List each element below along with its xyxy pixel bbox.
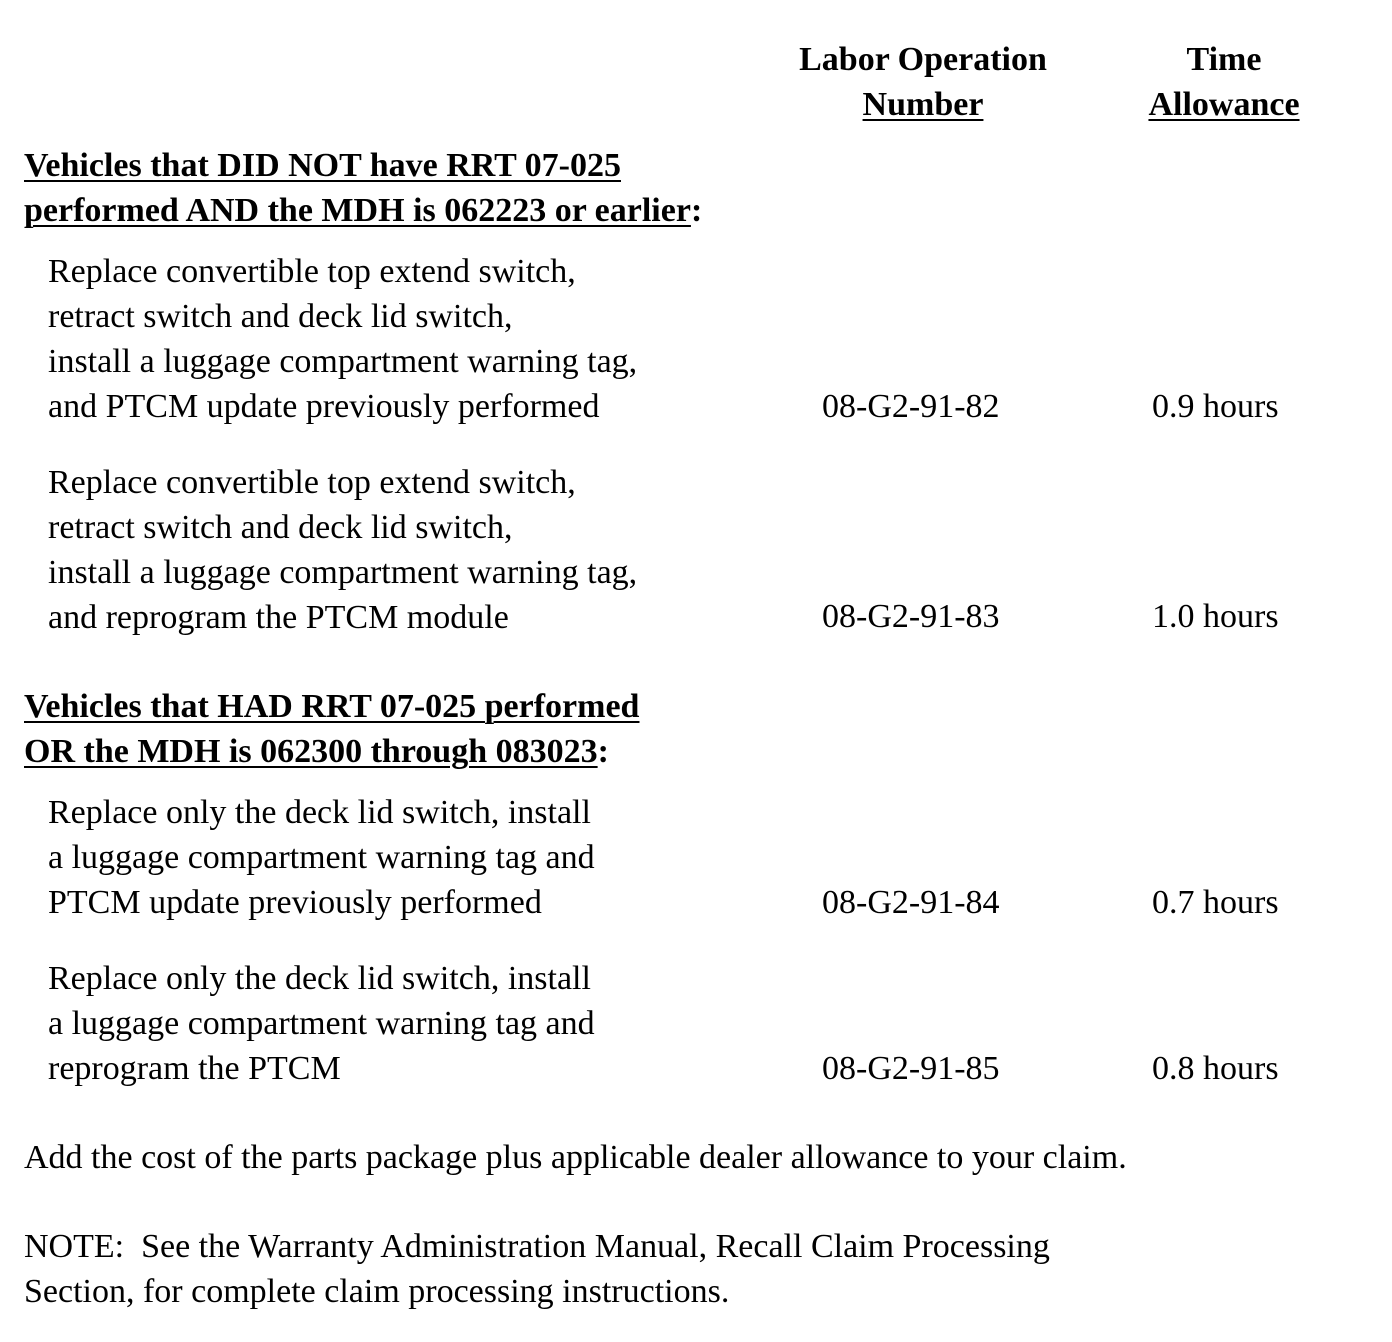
labor-operation-number: 08-G2-91-85: [822, 1050, 1000, 1087]
labor-operation-number: 08-G2-91-83: [822, 598, 1000, 635]
labor-item-description: [48, 790, 595, 925]
description-line: and PTCM update previously performed: [48, 388, 600, 425]
time-allowance: 0.9 hours: [1152, 388, 1279, 425]
column-header-time-allowance: [1124, 37, 1324, 127]
heading-line: OR the MDH is 062300 through 083023: [24, 733, 598, 770]
section-heading: [24, 684, 639, 774]
note-paragraph: [24, 1224, 1050, 1314]
description-line: install a luggage compartment warning tag,: [48, 343, 638, 380]
time-allowance: 0.8 hours: [1152, 1050, 1279, 1087]
description-line: a luggage compartment warning tag and: [48, 1005, 595, 1042]
labor-item-description: [48, 460, 637, 640]
description-line: and reprogram the PTCM module: [48, 599, 509, 636]
colon: :: [597, 733, 609, 770]
labor-operation-number: 08-G2-91-82: [822, 388, 1000, 425]
labor-item-description: [48, 956, 595, 1091]
description-line: Replace convertible top extend switch,: [48, 253, 576, 290]
header-line: Number: [862, 86, 984, 123]
heading-line: Vehicles that HAD RRT 07-025 performed: [24, 688, 640, 725]
description-line: PTCM update previously performed: [48, 884, 542, 921]
header-line: Labor Operation: [799, 41, 1047, 78]
description-line: a luggage compartment warning tag and: [48, 839, 595, 876]
colon: :: [690, 192, 703, 229]
labor-item-description: [48, 249, 637, 429]
column-header-labor-operation: [760, 37, 1086, 127]
time-allowance: 1.0 hours: [1152, 598, 1279, 635]
note-label: NOTE:: [24, 1228, 125, 1265]
header-line: Time: [1186, 41, 1262, 78]
description-line: Replace convertible top extend switch,: [48, 464, 576, 501]
section-heading: [24, 143, 702, 233]
description-line: Replace only the deck lid switch, install: [48, 960, 591, 997]
time-allowance: 0.7 hours: [1152, 884, 1279, 921]
note-text: See the Warranty Administration Manual, Recall Claim Processing: [141, 1228, 1050, 1265]
description-line: Replace only the deck lid switch, install: [48, 794, 591, 831]
description-line: retract switch and deck lid switch,: [48, 298, 513, 335]
header-line: Allowance: [1148, 86, 1300, 123]
description-line: reprogram the PTCM: [48, 1050, 341, 1087]
heading-line: performed AND the MDH is 062223 or earlier: [24, 192, 691, 229]
labor-operation-number: 08-G2-91-84: [822, 884, 1000, 921]
heading-line: Vehicles that DID NOT have RRT 07-025: [24, 147, 621, 184]
note-text: Section, for complete claim processing instructions.: [24, 1273, 730, 1310]
description-line: install a luggage compartment warning tag,: [48, 554, 638, 591]
description-line: retract switch and deck lid switch,: [48, 509, 513, 546]
parts-note: Add the cost of the parts package plus applicable dealer allowance to your claim.: [24, 1139, 1127, 1176]
